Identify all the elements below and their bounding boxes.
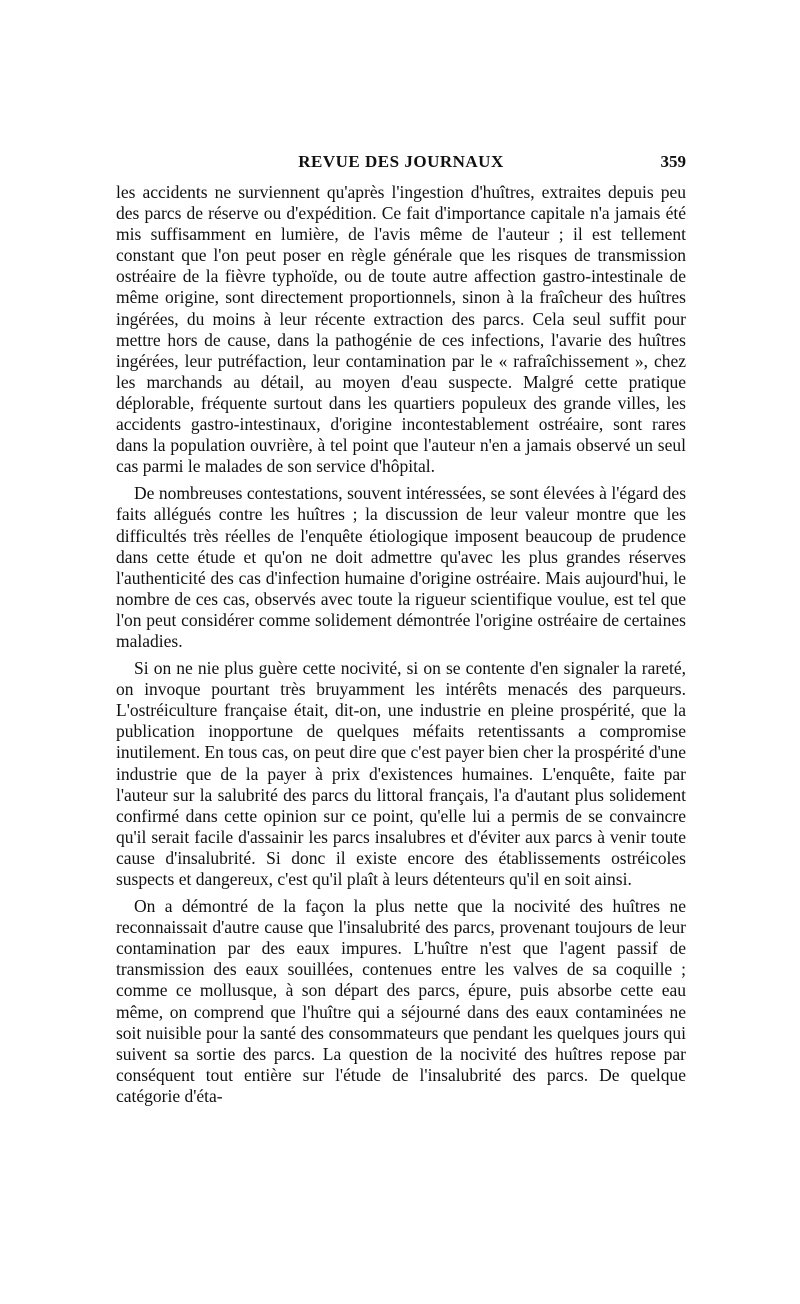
paragraph: les accidents ne surviennent qu'après l'ingestion d'huîtres, extraites depuis peu des parcs de réserve ou d'expédition. Ce fait d'importance capitale n'a jamais été mis suffisamment en lumière, de l'avis même de l'auteur ; il est tellement constant que l'on peut poser en règle générale que les risques de transmission ostréaire de la fièvre typhoïde, ou de toute autre affection gastro-intestinale de même origine, sont directement proportionnels, sinon à la fraîcheur des huîtres ingérées, du moins à leur récente extraction des parcs. Cela seul suffit pour mettre hors de cause, dans la pathogénie de ces infections, l'avarie des huîtres ingérées, leur putréfaction, leur contamination par le « rafraîchissement », chez les marchands au détail, au moyen d'eau suspecte. Malgré cette pratique déplorable, fréquente surtout dans les quartiers populeux des grande villes, les accidents gastro-intestinaux, d'origine incontestablement ostréaire, sont rares dans la population ouvrière, à tel point que l'auteur n'en a jamais observé un seul cas parmi le malades de son service d'hôpital. <box>116 182 686 477</box>
journal-title: REVUE DES JOURNAUX <box>298 152 504 171</box>
document-page <box>116 152 686 1113</box>
running-header <box>116 152 686 182</box>
article-body <box>116 182 686 1107</box>
paragraph: On a démontré de la façon la plus nette que la nocivité des huîtres ne reconnaissait d'autre cause que l'insalubrité des parcs, provenant toujours de leur contamination par des eaux impures. L'huître n'est que l'agent passif de transmission des eaux souillées, contenues entre les valves de sa coquille ; comme ce mollusque, à son départ des parcs, épure, puis absorbe cette eau même, on comprend que l'huître qui a séjourné dans des eaux contaminées ne soit nuisible pour la santé des consommateurs que pendant les quelques jours qui suivent sa sortie des parcs. La question de la nocivité des huîtres repose par conséquent tout entière sur l'étude de l'insalubrité des parcs. De quelque catégorie d'éta- <box>116 896 686 1106</box>
page-number: 359 <box>660 152 686 171</box>
paragraph: Si on ne nie plus guère cette nocivité, si on se contente d'en signaler la rareté, on invoque pourtant très bruyamment les intérêts menacés des parqueurs. L'ostréiculture française était, dit-on, une industrie en pleine prospérité, que la publication inopportune de quelques méfaits retentissants a compromise inutilement. En tous cas, on peut dire que c'est payer bien cher la prospérité d'une industrie que de la payer à prix d'existences humaines. L'enquête, faite par l'auteur sur la salubrité des parcs du littoral français, l'a d'autant plus solidement confirmé dans cette opinion sur ce point, qu'elle lui a permis de se convaincre qu'il serait facile d'assainir les parcs insalubres et d'éviter aux parcs à venir toute cause d'insalubrité. Si donc il existe encore des établissements ostréicoles suspects et dangereux, c'est qu'il plaît à leurs détenteurs qu'il en soit ainsi. <box>116 658 687 889</box>
paragraph: De nombreuses contestations, souvent intéressées, se sont élevées à l'égard des faits allégués contre les huîtres ; la discussion de leur valeur montre que les difficultés très réelles de l'enquête étiologique imposent beaucoup de prudence dans cette étude et qu'on ne doit admettre qu'avec les plus grandes réserves l'authenticité des cas d'infection humaine d'origine ostréaire. Mais aujourd'hui, le nombre de ces cas, observés avec toute la rigueur scientifique voulue, est tel que l'on peut considérer comme solidement démontrée l'origine ostréaire de certaines maladies. <box>116 483 686 651</box>
